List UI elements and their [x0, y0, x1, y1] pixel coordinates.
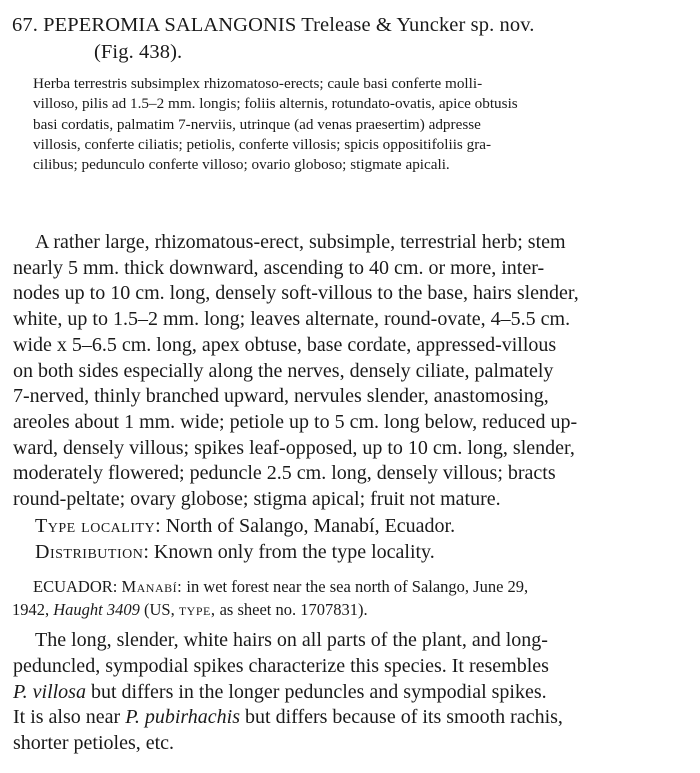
discussion-text: but differs because of its smooth rachis, [245, 706, 563, 729]
species-heading [12, 12, 692, 66]
description-line: moderately flowered; peduncle 2.5 cm. long, densely villous; bracts [13, 462, 556, 485]
type-locality: Type locality: North of Salango, Manabí, Ecuador. [35, 515, 456, 537]
description-line: round-peltate; ovary globose; stigma apical; fruit not mature. [13, 488, 501, 511]
description-line: ward, densely villous; spikes leaf-opposed, up to 10 cm. long, slender, [13, 436, 575, 459]
specimen-herbarium: (US, [144, 599, 175, 619]
discussion [13, 628, 690, 757]
latin-line: cilibus; pedunculo conferte villoso; ovario globoso; stigmate apicali. [33, 156, 450, 174]
description-line: areoles about 1 mm. wide; petiole up to 5 cm. long below, reduced up- [13, 410, 578, 433]
discussion-line: peduncled, sympodial spikes characterize this species. It resembles [13, 654, 549, 677]
type-locality-text: North of Salango, Manabí, Ecuador. [165, 515, 456, 537]
description-line: on both sides especially along the nerves, densely ciliate, palmately [13, 359, 554, 382]
specimen-type: type, [178, 599, 216, 619]
specimen-country: ECUADOR: [33, 577, 118, 596]
species-authors: Trelease & Yuncker sp. nov. [301, 14, 535, 36]
description-line: nodes up to 10 cm. long, densely soft-villous to the base, hairs slender, [13, 282, 579, 305]
latin-line: villoso, pilis ad 1.5–2 mm. longis; foliis alternis, rotundato-ovatis, apice obtusis [33, 95, 518, 113]
specimen-locality: in wet forest near the sea north of Salango, June 29, [186, 577, 529, 596]
specimen-province: Manabí: [121, 577, 183, 596]
description-line: nearly 5 mm. thick downward, ascending to 40 cm. or more, inter- [13, 256, 545, 279]
distribution: Distribution: Known only from the type locality. [35, 541, 435, 563]
latin-line: basi cordatis, palmatim 7-nerviis, utrinque (ad venas praesertim) adpresse [33, 115, 481, 133]
taxon-reference: P. pubirhachis [125, 706, 241, 729]
species-name: PEPEROMIA SALANGONIS [43, 14, 297, 36]
latin-description [33, 74, 688, 175]
description-line: 7-nerved, thinly branched upward, nervules slender, anastomosing, [13, 385, 549, 408]
distribution-label: Distribution [35, 541, 144, 563]
specimen-sheet: as sheet no. 1707831). [219, 599, 368, 619]
description-line: white, up to 1.5–2 mm. long; leaves alternate, round-ovate, 4–5.5 cm. [13, 308, 571, 331]
description-line: wide x 5–6.5 cm. long, apex obtuse, base cordate, appressed-villous [13, 333, 557, 356]
latin-line: Herba terrestris subsimplex rhizomatoso-erects; caule basi conferte molli- [33, 75, 483, 92]
figure-reference: (Fig. 438). [94, 41, 183, 63]
specimen-date: 1942, [12, 599, 50, 619]
english-description [13, 230, 690, 513]
species-number: 67. [12, 14, 38, 36]
taxon-reference: P. villosa [13, 680, 86, 703]
type-locality-label: Type locality [35, 515, 156, 537]
description-line: A rather large, rhizomatous-erect, subsimple, terrestrial herb; stem [35, 231, 566, 253]
discussion-text: It is also near [13, 706, 121, 729]
discussion-line: shorter petioles, etc. [13, 732, 175, 755]
distribution-text: Known only from the type locality. [153, 541, 435, 563]
discussion-line: The long, slender, white hairs on all parts of the plant, and long- [35, 629, 548, 651]
discussion-text: but differs in the longer peduncles and sympodial spikes. [90, 680, 547, 703]
latin-line: villosis, conferte ciliatis; petiolis, conferte villosis; spicis oppositifoliis gra- [33, 135, 492, 153]
specimen-citation [12, 576, 693, 621]
specimen-collector: Haught 3409 [53, 599, 140, 619]
